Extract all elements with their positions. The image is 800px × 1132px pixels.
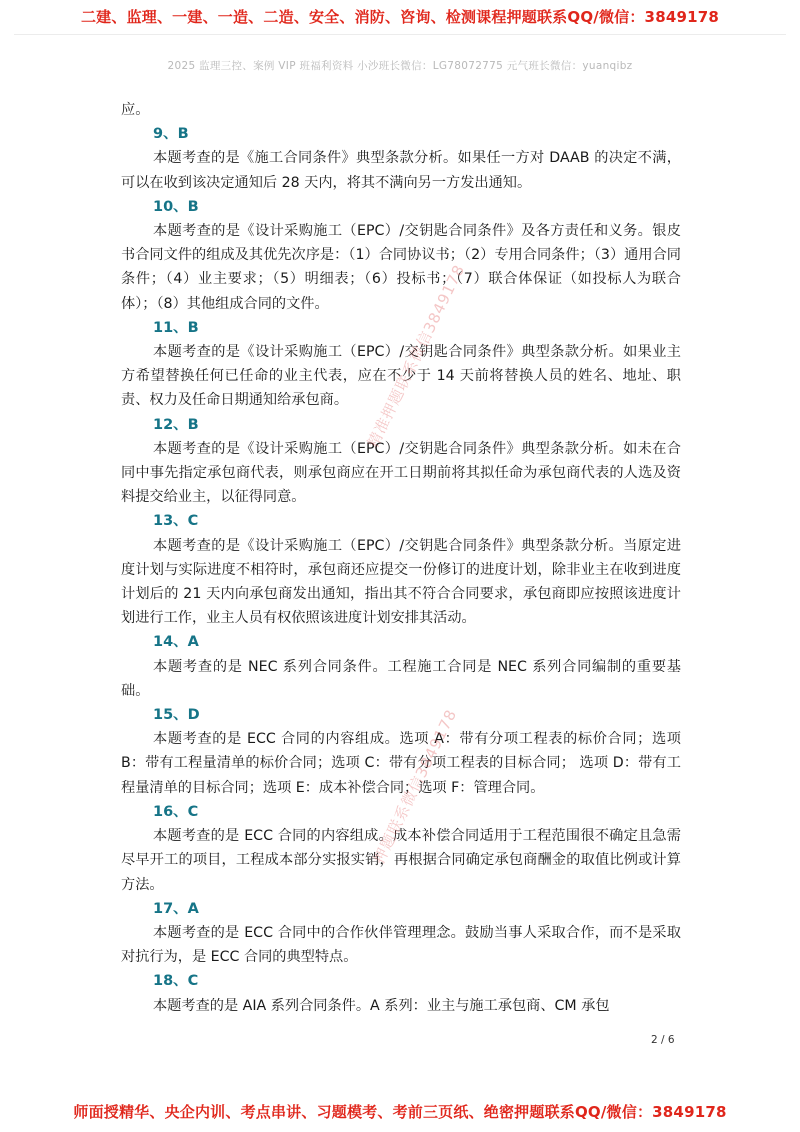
diagonal-watermark: 押题联系微信3849178 xyxy=(369,706,461,867)
answer-15: 15、D xyxy=(153,707,200,724)
answer-16: 16、C xyxy=(153,803,199,820)
explanation-18: 本题考查的是 AIA 系列合同条件。A 系列：业主与施工承包商、CM 承包 xyxy=(153,997,610,1014)
answer-12: 12、B xyxy=(153,416,199,433)
answer-9: 9、B xyxy=(153,126,189,143)
explanation-17: 本题考查的是 ECC 合同中的合作伙伴管理理念。鼓励当事人采取合作，而不是采取对抗行为，是 ECC 合同的典型特点。 xyxy=(121,924,681,966)
lead-text: 应。 xyxy=(121,102,150,118)
explanation-11: 本题考查的是《设计采购施工（EPC）/交钥匙合同条件》典型条款分析。如果业主方希望替换任何已任命的业主代表，应在不少于 14 天前将替换人员的姓名、地址、职责、权力及任命日期通知给承包商。 xyxy=(121,344,681,409)
explanation-10: 本题考查的是《设计采购施工（EPC）/交钥匙合同条件》及各方责任和义务。银皮书合同文件的组成及其优先次序是：（1）合同协议书；（2）专用合同条件；（3）通用合同条件；（4）业主要求；（5）明细表；（6）投标书；（7）联合体保证（如投标人为联合体）；（8）其他组成合同的文件。 xyxy=(121,223,681,312)
top-promo-banner: 二建、监理、一建、一造、二造、安全、消防、咨询、检测课程押题联系QQ/微信：3849178 xyxy=(80,8,720,26)
page-number: 2 / 6 xyxy=(651,1034,675,1046)
answer-11: 11、B xyxy=(153,319,199,336)
explanation-12: 本题考查的是《设计采购施工（EPC）/交钥匙合同条件》典型条款分析。如未在合同中事先指定承包商代表，则承包商应在开工日期前将其拟任命为承包商代表的人选及资料提交给业主，以征得同意。 xyxy=(121,440,681,506)
explanation-14: 本题考查的是 NEC 系列合同条件。工程施工合同是 NEC 系列合同编制的重要基础。 xyxy=(121,658,681,699)
diagonal-watermark: 精准押题联系微信3849178 xyxy=(363,261,469,451)
bottom-promo-banner: 师面授精华、央企内训、考点串讲、习题模考、考前三页纸、绝密押题联系QQ/微信：3849178 xyxy=(73,1103,727,1121)
explanation-13: 本题考查的是《设计采购施工（EPC）/交钥匙合同条件》典型条款分析。当原定进度计划与实际进度不相符时，承包商还应提交一份修订的进度计划，除非业主在收到进度计划后的 21 天内向承包商发出通知，指出其不符合合同要求，承包商即应按照该进度计划进行工作，业主人员有权依照该进度计划安排其活动。 xyxy=(121,537,681,627)
answer-10: 10、B xyxy=(153,198,199,215)
explanation-15: 本题考查的是 ECC 合同的内容组成。选项 A：带有分项工程表的标价合同；选项 B：带有工程量清单的标价合同；选项 C：带有分项工程表的目标合同； 选项 D：带有工程量清单的目标合同；选项 E：成本补偿合同；选项 F：管理合同。 xyxy=(121,731,681,796)
answer-13: 13、C xyxy=(153,513,199,530)
header-divider xyxy=(14,34,786,35)
answer-18: 18、C xyxy=(153,973,199,990)
page-subheader: 2025 监理三控、案例 VIP 班福利资料 小沙班长微信：LG78072775 元气班长微信：yuanqibz xyxy=(167,60,633,72)
answer-14: 14、A xyxy=(153,634,199,651)
document-body xyxy=(121,98,681,1018)
explanation-16: 本题考查的是 ECC 合同的内容组成。成本补偿合同适用于工程范围很不确定且急需尽早开工的项目，工程成本部分实报实销，再根据合同确定承包商酬金的取值比例或计算方法。 xyxy=(121,828,681,893)
answer-17: 17、A xyxy=(153,900,199,917)
explanation-9: 本题考查的是《施工合同条件》典型条款分析。如果任一方对 DAAB 的决定不满，可以在收到该决定通知后 28 天内，将其不满向另一方发出通知。 xyxy=(121,150,681,191)
